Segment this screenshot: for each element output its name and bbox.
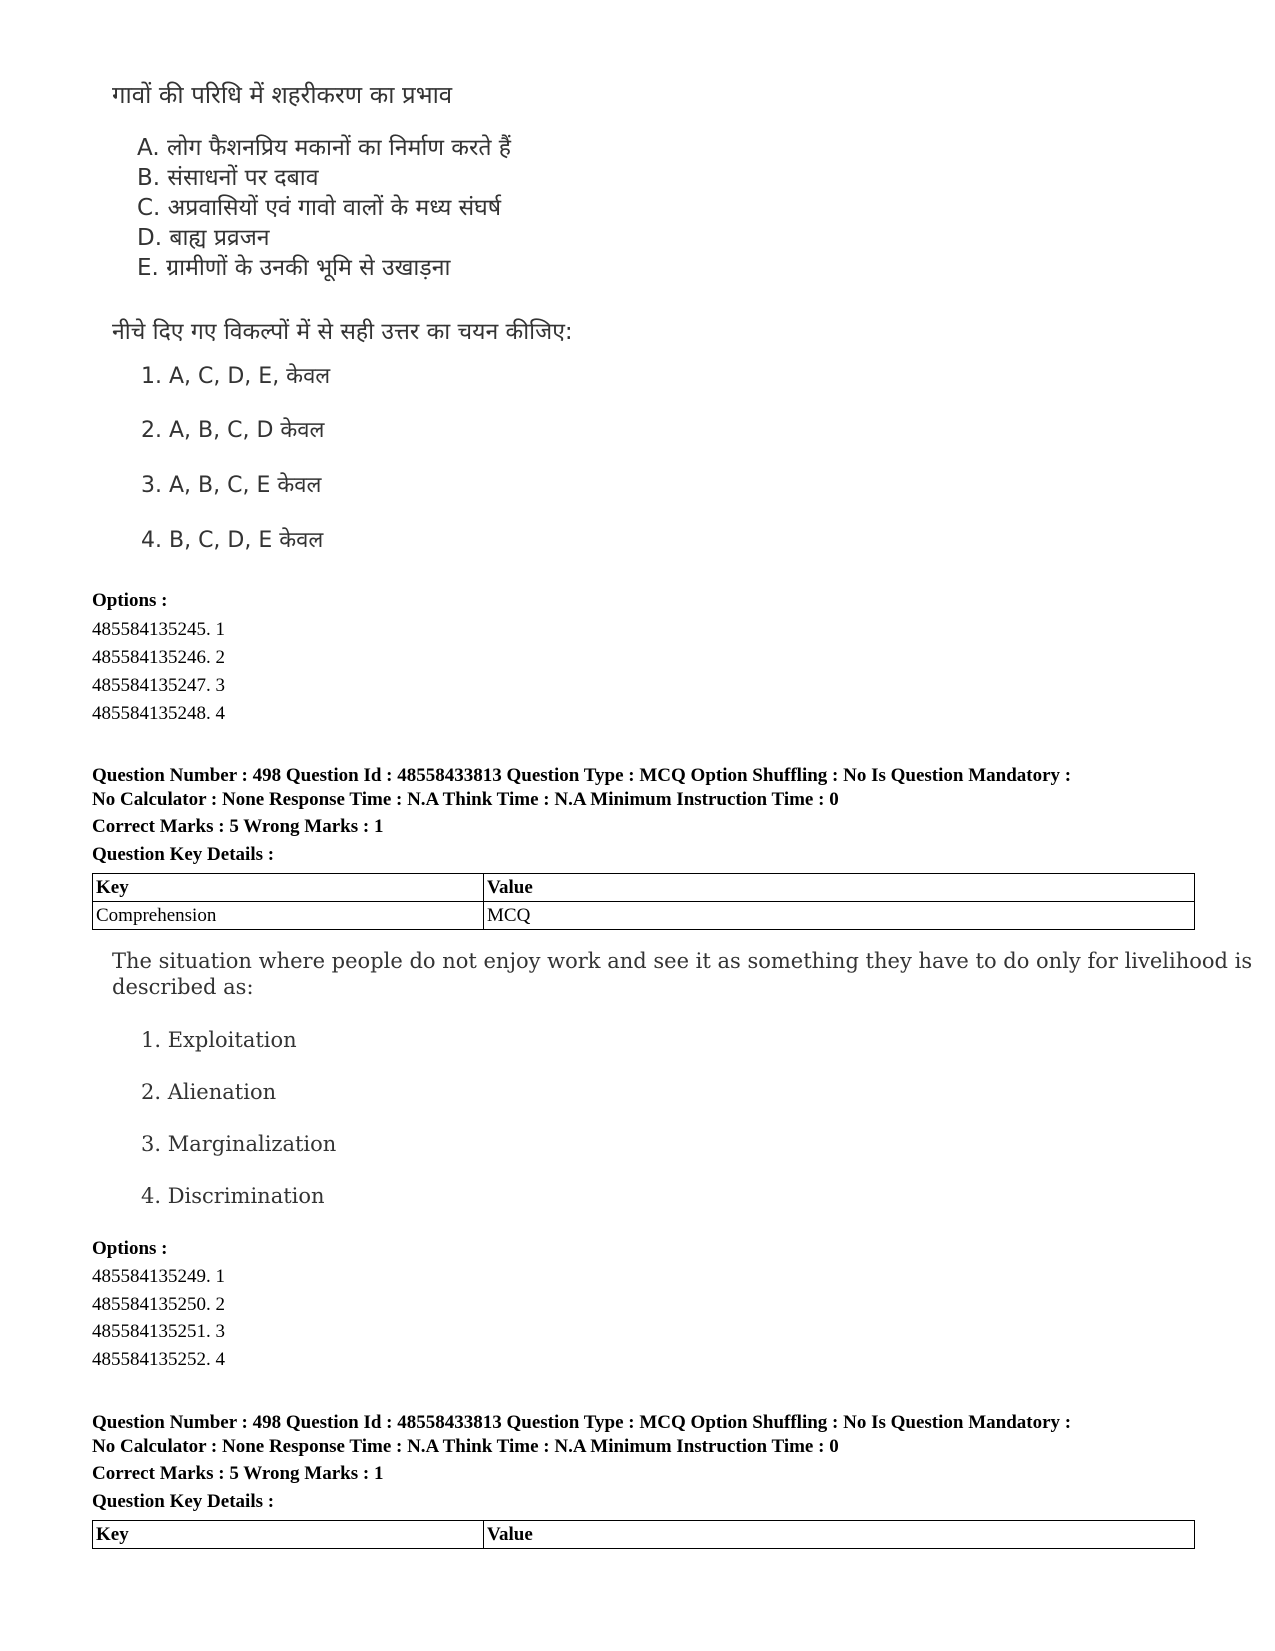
table-row: [93, 902, 1195, 930]
choice-1: 1. Exploitation: [141, 1028, 297, 1052]
option-item: 485584135251. 3: [92, 1321, 225, 1342]
key-details-table: [92, 1520, 1195, 1549]
table-cell-value: MCQ: [484, 902, 1195, 930]
statement-d: D. बाह्य प्रव्रजन: [137, 225, 270, 251]
options-label: Options :: [92, 1238, 168, 1259]
statement-c: C. अप्रवासियों एवं गावो वालों के मध्य संघर्ष: [137, 195, 502, 221]
table-header-key: Key: [93, 1521, 484, 1549]
key-details-label: Question Key Details :: [92, 844, 275, 865]
option-item: 485584135249. 1: [92, 1266, 225, 1287]
key-details-table: [92, 873, 1195, 930]
question-meta-line-1: Question Number : 498 Question Id : 48558433813 Question Type : MCQ Option Shuffling : No Is Question Mandatory :: [92, 765, 1072, 786]
option-item: 485584135245. 1: [92, 619, 225, 640]
question-marks: Correct Marks : 5 Wrong Marks : 1: [92, 816, 384, 837]
question-marks: Correct Marks : 5 Wrong Marks : 1: [92, 1463, 384, 1484]
question-instruction: नीचे दिए गए विकल्पों में से सही उत्तर का चयन कीजिए:: [112, 319, 573, 345]
table-header-value: Value: [484, 874, 1195, 902]
statement-a: A. लोग फैशनप्रिय मकानों का निर्माण करते हैं: [137, 135, 512, 161]
question-title: गावों की परिधि में शहरीकरण का प्रभाव: [112, 81, 453, 109]
question-meta-line-2: No Calculator : None Response Time : N.A Think Time : N.A Minimum Instruction Time : 0: [92, 789, 839, 810]
options-label: Options :: [92, 590, 168, 611]
choice-3: 3. Marginalization: [141, 1132, 337, 1156]
choice-3: 3. A, B, C, E केवल: [141, 473, 322, 498]
table-header-key: Key: [93, 874, 484, 902]
choice-2: 2. A, B, C, D केवल: [141, 418, 325, 443]
choice-4: 4. Discrimination: [141, 1184, 325, 1208]
statement-e: E. ग्रामीणों के उनकी भूमि से उखाड़ना: [137, 255, 451, 281]
option-item: 485584135250. 2: [92, 1294, 225, 1315]
table-header-row: [93, 1521, 1195, 1549]
table-cell-key: Comprehension: [93, 902, 484, 930]
table-header-value: Value: [484, 1521, 1195, 1549]
option-item: 485584135247. 3: [92, 675, 225, 696]
statement-b: B. संसाधनों पर दबाव: [137, 165, 319, 191]
question-meta-line-1: Question Number : 498 Question Id : 48558433813 Question Type : MCQ Option Shuffling : No Is Question Mandatory :: [92, 1412, 1072, 1433]
question-text-line-2: described as:: [112, 975, 254, 999]
key-details-label: Question Key Details :: [92, 1491, 275, 1512]
choice-2: 2. Alienation: [141, 1080, 277, 1104]
option-item: 485584135248. 4: [92, 703, 225, 724]
option-item: 485584135252. 4: [92, 1349, 225, 1370]
table-header-row: [93, 874, 1195, 902]
question-meta-line-2: No Calculator : None Response Time : N.A Think Time : N.A Minimum Instruction Time : 0: [92, 1436, 839, 1457]
choice-1: 1. A, C, D, E, केवल: [141, 364, 331, 389]
choice-4: 4. B, C, D, E केवल: [141, 528, 324, 553]
question-text-line-1: The situation where people do not enjoy work and see it as something they have to do only for livelihood is: [112, 949, 1253, 973]
option-item: 485584135246. 2: [92, 647, 225, 668]
